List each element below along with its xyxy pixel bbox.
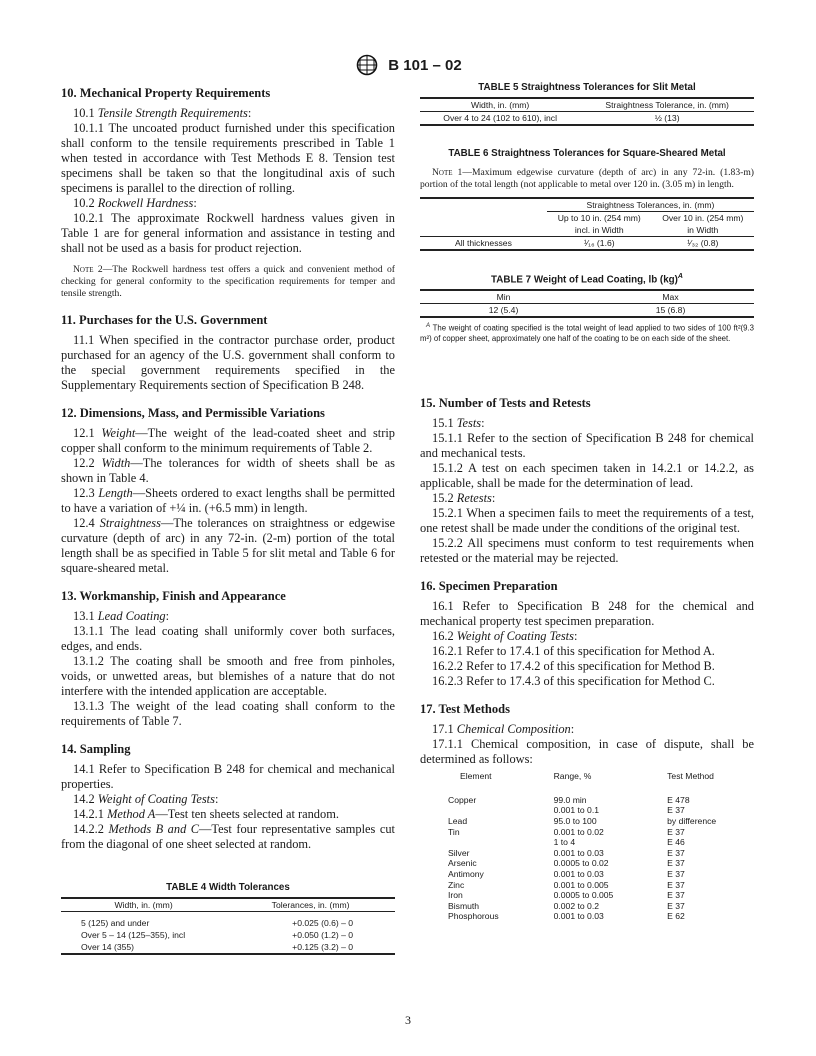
paragraph: 16.2.1 Refer to 17.4.1 of this specification for Method A. (432, 643, 715, 658)
table-header: Min (496, 292, 511, 303)
chemical-composition-table (420, 771, 754, 922)
right-column (420, 82, 754, 935)
section-17 (420, 702, 754, 922)
paragraph: 14.2.1 Method A—Test ten sheets selected at random. (73, 807, 339, 821)
table-header: Up to 10 in. (254 mm) (557, 213, 641, 223)
paragraph: 15.1 Tests: (432, 415, 485, 430)
slit-metal-table (420, 97, 754, 126)
note: Note 1—Maximum edgewise curvature (depth of arc) in any 72-in. (1.83-m) portion of the total length (not applicable to metal over 120 in. (3.05 m) in length. (420, 167, 755, 190)
table-title: TABLE 4 Width Tolerances (166, 882, 290, 893)
paragraph: 16.1 Refer to Specification B 248 for the chemical and mechanical property test specimen preparation. (420, 598, 754, 628)
table-header: in Width (687, 225, 719, 235)
paragraph: 13.1.2 The coating shall be smooth and free from pinholes, voids, or unwetted areas, but blemishes of a nature that do not interfere with the intended application are acceptable. (61, 654, 395, 698)
table-5 (420, 82, 754, 126)
paragraph: 16.2.3 Refer to 17.4.3 of this specification for Method C. (432, 673, 715, 688)
paragraph: 12.4 Straightness—The tolerances on straightness or edgewise curvature (depth of arc) in any 72-in. (2-m) portion of the total length shall be as specified in Table 5 for slit metal and Table 6 for square-sheared metal. (61, 516, 395, 575)
table-6 (420, 148, 754, 251)
table-header: Test Method (667, 770, 714, 781)
section-10 (61, 86, 395, 300)
section-heading: 11. Purchases for the U.S. Government (61, 313, 268, 327)
paragraph: 15.2.1 When a specimen fails to meet the requirements of a test, one retest shall be made under the conditions of the original test. (420, 505, 754, 535)
table-header: Width, in. (mm) (471, 100, 530, 110)
paragraph: 16.2.2 Refer to 17.4.2 of this specification for Method B. (432, 658, 715, 673)
paragraph: 10.1 Tensile Strength Requirements: (73, 106, 252, 120)
document-id: B 101 – 02 (388, 56, 462, 74)
paragraph: 12.1 Weight—The weight of the lead-coated sheet and strip copper shall conform to the minimum requirements of Table 2. (61, 426, 395, 455)
table-row: Iron 0.0005 to 0.005 E 37 (448, 890, 685, 901)
section-heading: 12. Dimensions, Mass, and Permissible Variations (61, 406, 325, 420)
left-column (61, 86, 395, 955)
table-row: Over 14 (355) +0.125 (3.2) – 0 (61, 941, 395, 954)
section-heading: 15. Number of Tests and Retests (420, 395, 591, 410)
paragraph: 12.2 Width—The tolerances for width of sheets shall be as shown in Table 4. (61, 456, 396, 485)
paragraph: 10.1.1 The uncoated product furnished under this specification shall conform to the tensile requirements prescribed in Table 1 when tested in accordance with Test Methods E 8. Tension test specimens shall be taken so that the longitudinal axis of such specimens is parallel to the direction of rolling. (61, 121, 395, 195)
table-row: Bismuth 0.002 to 0.2 E 37 (448, 900, 685, 911)
section-heading: 10. Mechanical Property Requirements (61, 86, 271, 100)
table-7 (420, 273, 754, 344)
paragraph: 10.2 Rockwell Hardness: (73, 196, 197, 210)
table-footnote: $^A$ The weight of coating specified is the total weight of lead applied to two sides of 100 ft²(9.3 m²) of copper sheet, approximately one half of the coating to be on each side of the sheet. (420, 323, 754, 343)
table-row: Over 5 – 14 (125–355), incl +0.050 (1.2) – 0 (81, 929, 354, 940)
paragraph: 13.1 Lead Coating: (73, 609, 170, 623)
table-header: incl. in Width (574, 225, 624, 235)
paragraph: 15.2 Retests: (432, 490, 496, 505)
lead-coating-table (420, 289, 754, 318)
paragraph: 17.1.1 Chemical composition, in case of dispute, shall be determined as follows: (420, 736, 754, 766)
table-row: Over 4 to 24 (102 to 610), incl ½ (13) (420, 112, 754, 126)
table-header: Straightness Tolerance, in. (mm) (605, 100, 729, 110)
square-sheared-table (420, 197, 754, 251)
table-row: Lead 95.0 to 100 by difference (448, 816, 717, 827)
table-row: Phosphorous 0.001 to 0.03 E 62 (448, 911, 685, 922)
table-row: Silver 0.001 to 0.03 E 37 (448, 847, 685, 858)
section-13 (61, 589, 395, 729)
note: Note 2—The Rockwell hardness test offers a quick and convenient method of checking for general conformity to the specification requirements for temper and tensile strength. (61, 264, 395, 299)
paragraph: 14.2.2 Methods B and C—Test four representative samples cut from the diagonal of one sheet selected at random. (61, 822, 395, 851)
section-11 (61, 313, 395, 393)
page-number: 3 (405, 1013, 411, 1027)
table-header: Max (662, 292, 679, 303)
table-header: Tolerances, in. (mm) (271, 900, 350, 910)
section-heading: 17. Test Methods (420, 701, 510, 716)
table-title: TABLE 6 Straightness Tolerances for Square-Sheared Metal (448, 148, 726, 159)
paragraph: 13.1.1 The lead coating shall uniformly cover both surfaces, edges, and ends. (61, 624, 395, 653)
table-header: Element (460, 770, 492, 781)
table-row: Zinc 0.001 to 0.005 E 37 (448, 879, 685, 890)
paragraph: 11.1 When specified in the contractor purchase order, product purchased for an agency of the U.S. government shall conform to the special government requirements specified in the Supplementary Requirements section of Specification B 248. (61, 333, 395, 392)
table-title: TABLE 5 Straightness Tolerances for Slit Metal (478, 82, 696, 93)
table-row: 1 to 4 E 46 (553, 837, 685, 848)
paragraph: 15.2.2 All specimens must conform to test requirements when retested or the material may be rejected. (420, 535, 754, 565)
section-heading: 14. Sampling (61, 742, 131, 756)
table-row: Arsenic 0.0005 to 0.02 E 37 (448, 858, 685, 869)
paragraph: 10.2.1 The approximate Rockwell hardness values given in Table 1 are for general information and assistance in testing and shall not be used as a basis for product rejection. (61, 211, 395, 255)
table-row: All thicknesses ¹⁄₁₆ (1.6) ¹⁄₃₂ (0.8) (420, 237, 754, 251)
table-header: Over 10 in. (254 mm) (662, 213, 744, 223)
section-15 (420, 396, 754, 566)
table-row: Antimony 0.001 to 0.03 E 37 (448, 869, 685, 880)
paragraph: 15.1.2 A test on each specimen taken in 14.2.1 or 14.2.2, as applicable, shall be made for the determination of lead. (420, 460, 754, 490)
table-row: 12 (5.4) 15 (6.8) (420, 304, 754, 318)
paragraph: 12.3 Length—Sheets ordered to exact lengths shall be permitted to have a variation of +¼ in. (+6.5 mm) in length. (61, 486, 395, 515)
section-heading: 16. Specimen Preparation (420, 578, 558, 593)
table-row: Tin 0.001 to 0.02 E 37 (448, 826, 685, 837)
paragraph: 17.1 Chemical Composition: (432, 721, 575, 736)
table-header: Width, in. (mm) (114, 900, 173, 910)
paragraph: 16.2 Weight of Coating Tests: (432, 628, 578, 643)
paragraph: 15.1.1 Refer to the section of Specification B 248 for chemical and mechanical tests. (420, 430, 754, 460)
table-header: Straightness Tolerances, in. (mm) (547, 198, 754, 212)
table-header: Range, % (553, 770, 592, 781)
paragraph: 14.1 Refer to Specification B 248 for chemical and mechanical properties. (61, 762, 395, 791)
section-heading: 13. Workmanship, Finish and Appearance (61, 589, 286, 603)
table-row: Copper 99.0 min E 478 (448, 794, 690, 805)
section-12 (61, 406, 395, 576)
table-row: 5 (125) and under +0.025 (0.6) – 0 (81, 917, 354, 928)
paragraph: 13.1.3 The weight of the lead coating shall conform to the requirements of Table 7. (61, 699, 395, 728)
table-4 (61, 882, 395, 955)
width-tolerances-table (61, 897, 395, 955)
page-header (0, 54, 816, 78)
paragraph: 14.2 Weight of Coating Tests: (73, 792, 219, 806)
section-16 (420, 579, 754, 689)
table-title: TABLE 7 Weight of Lead Coating, lb (kg)$^A$ (491, 273, 683, 286)
astm-logo-icon (354, 54, 380, 76)
section-14 (61, 742, 395, 852)
table-row: 0.001 to 0.1 E 37 (553, 805, 685, 816)
